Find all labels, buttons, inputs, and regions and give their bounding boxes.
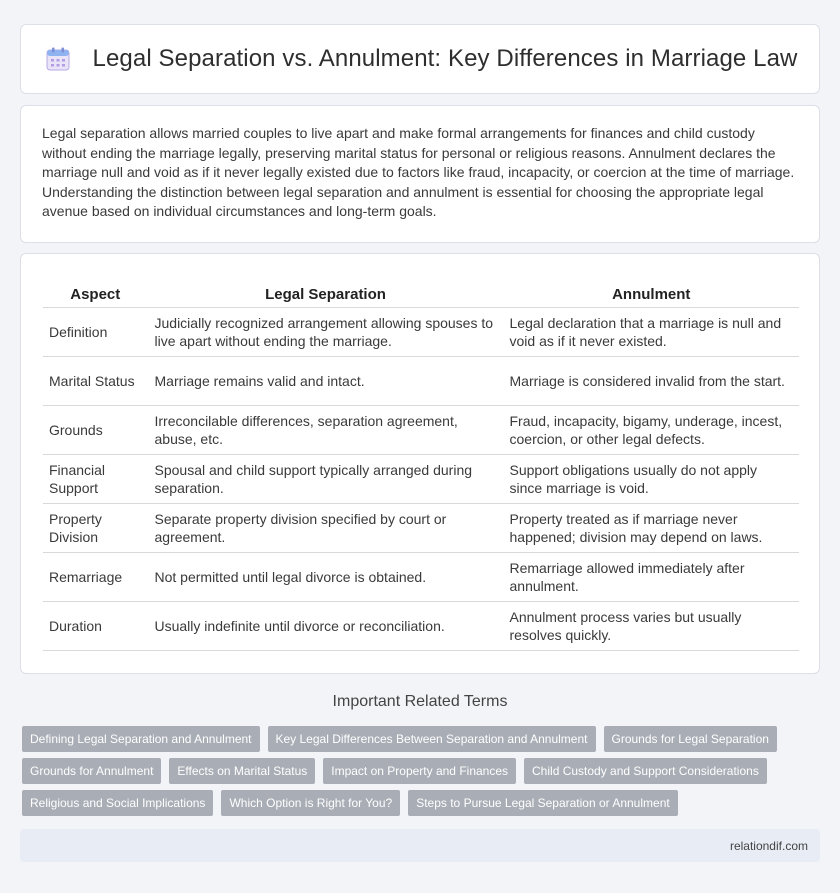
table-row (43, 405, 799, 454)
table-row (43, 503, 799, 552)
footer (20, 829, 820, 862)
related-term-tag[interactable]: Grounds for Legal Separation (604, 726, 777, 752)
related-term-tag[interactable]: Key Legal Differences Between Separation and Annulment (268, 726, 596, 752)
legal-separation-cell: Separate property division specified by court or agreement. (148, 503, 503, 552)
aspect-cell: Remarriage (43, 552, 148, 601)
comparison-table-card (20, 253, 820, 674)
column-header-legal-separation: Legal Separation (148, 282, 503, 307)
page-title: Legal Separation vs. Annulment: Key Differences in Marriage Law (92, 45, 798, 72)
table-header-row (43, 282, 799, 307)
annulment-cell: Marriage is considered invalid from the start. (503, 356, 799, 405)
aspect-cell: Definition (43, 307, 148, 356)
column-header-aspect: Aspect (43, 282, 148, 307)
calendar-icon (43, 44, 73, 74)
aspect-cell: Property Division (43, 503, 148, 552)
footer-site-name: relationdif.com (729, 838, 808, 853)
annulment-cell: Fraud, incapacity, bigamy, underage, incest, coercion, or other legal defects. (503, 405, 799, 454)
legal-separation-cell: Spousal and child support typically arranged during separation. (148, 454, 503, 503)
aspect-cell: Marital Status (43, 356, 148, 405)
related-term-tag[interactable]: Child Custody and Support Considerations (524, 758, 767, 784)
header-card (20, 24, 820, 94)
legal-separation-cell: Not permitted until legal divorce is obtained. (148, 552, 503, 601)
annulment-cell: Property treated as if marriage never happened; division may depend on laws. (503, 503, 799, 552)
annulment-cell: Remarriage allowed immediately after annulment. (503, 552, 799, 601)
annulment-cell: Annulment process varies but usually resolves quickly. (503, 601, 799, 650)
related-term-tag[interactable]: Grounds for Annulment (22, 758, 161, 784)
aspect-cell: Grounds (43, 405, 148, 454)
legal-separation-cell: Usually indefinite until divorce or reconciliation. (148, 601, 503, 650)
intro-card (20, 105, 820, 243)
legal-separation-cell: Judicially recognized arrangement allowing spouses to live apart without ending the marriage. (148, 307, 503, 356)
related-terms-title: Important Related Terms (332, 693, 508, 710)
comparison-table (43, 282, 799, 651)
related-terms-tags (22, 726, 822, 822)
annulment-cell: Legal declaration that a marriage is null and void as if it never existed. (503, 307, 799, 356)
related-term-tag[interactable]: Impact on Property and Finances (323, 758, 516, 784)
table-row (43, 356, 799, 405)
related-term-tag[interactable]: Religious and Social Implications (22, 790, 213, 816)
table-row (43, 454, 799, 503)
legal-separation-cell: Irreconcilable differences, separation agreement, abuse, etc. (148, 405, 503, 454)
table-row (43, 552, 799, 601)
related-term-tag[interactable]: Defining Legal Separation and Annulment (22, 726, 260, 752)
aspect-cell: Duration (43, 601, 148, 650)
table-row (43, 601, 799, 650)
related-term-tag[interactable]: Steps to Pursue Legal Separation or Annulment (408, 790, 678, 816)
related-term-tag[interactable]: Effects on Marital Status (169, 758, 315, 784)
column-header-annulment: Annulment (503, 282, 799, 307)
legal-separation-cell: Marriage remains valid and intact. (148, 356, 503, 405)
annulment-cell: Support obligations usually do not apply since marriage is void. (503, 454, 799, 503)
aspect-cell: Financial Support (43, 454, 148, 503)
intro-paragraph: Legal separation allows married couples to live apart and make formal arrangements for finances and child custody without ending the marriage legally, preserving marital status for personal or religious reasons. Annulment declares the marriage null and void as if it never legally existed due to factors like fraud, incapacity, or coercion at the time of marriage. Understanding the distinction between legal separation and annulment is essential for choosing the appropriate legal avenue based on individual circumstances and long-term goals. (42, 125, 795, 219)
related-term-tag[interactable]: Which Option is Right for You? (221, 790, 400, 816)
table-row (43, 307, 799, 356)
related-terms-section (0, 693, 840, 711)
